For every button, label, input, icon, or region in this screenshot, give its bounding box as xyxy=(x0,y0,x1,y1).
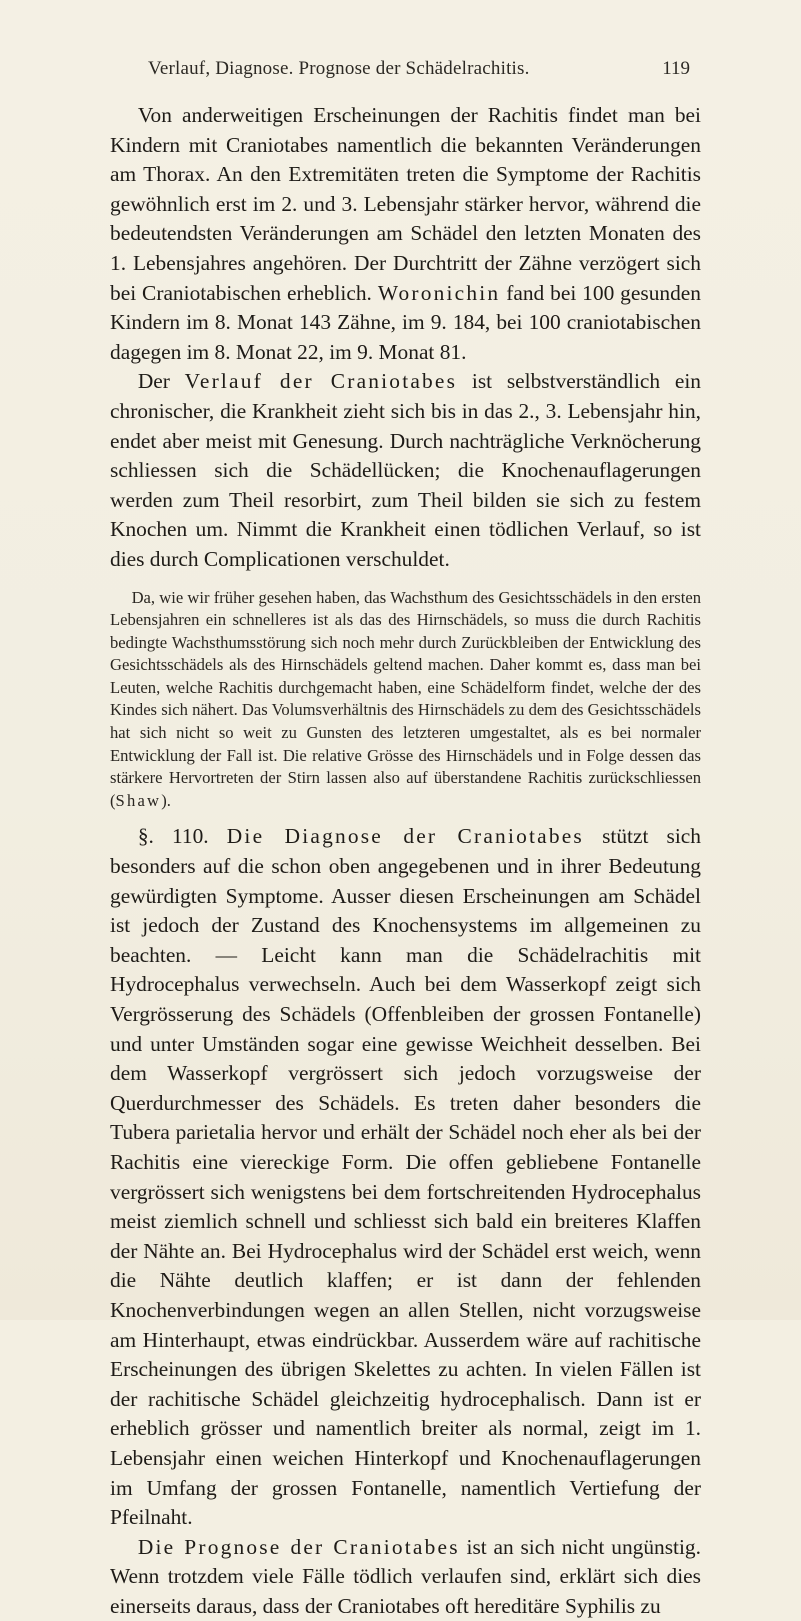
note-close: ). xyxy=(161,790,171,810)
paragraph-lead: Der xyxy=(137,369,185,394)
paragraph-text: ist an sich nicht ungünstig. Wenn trotzdem viele Fälle tödlich verlaufen sind, erklärt sich dies einerseits daraus, dass der Craniotabes oft hereditäre Syphilis zu xyxy=(110,1534,701,1618)
paragraph-diagnosis xyxy=(110,822,701,1532)
note-text: Da, wie wir früher gesehen haben, das Wachsthum des Gesichtsschädels in den ersten Lebensjahren ein schnelleres ist als das des Hirnschädels, so muss die durch Rachitis bedingte Wachsthumsstörung sich noch mehr durch Zurückbleiben der Entwicklung des Gesichtsschädels als des Hirnschädels geltend machen. Daher kommt es, dass man bei Leuten, welche Rachitis durchgemacht haben, eine Schädelform findet, welche der des Kindes sich nähert. Das Volumsverhältnis des Hirnschädels zu dem des Gesichtsschädels hat sich nicht so weit zu Gunsten des letzteren umgestaltet, als es bei normaler Entwicklung der Fall ist. Die relative Grösse des Hirnschädels und in Folge dessen das stärkere Hervortreten der Stirn lassen also auf überstandene Rachitis zurückschliessen ( xyxy=(110,587,701,810)
note-author: Shaw xyxy=(115,790,162,810)
paragraph-text: stützt sich besonders auf die schon oben angegebenen und in ihrer Bedeutung gewürdigten Symptome. Ausser diesen Erscheinungen am Schädel ist jedoch der Zustand des Knochensystems im allgemeinen zu beachten. — Leicht kann man die Schädelrachitis mit Hydrocephalus verwechseln. Auch bei dem Wasserkopf zeigt sich Vergrösserung des Schädels (Offenbleiben der grossen Fontanelle) und unter Umständen sogar eine gewisse Weichheit desselben. Bei dem Wasserkopf vergrössert sich jedoch vorzugsweise der Querdurchmesser des Schädels. Es treten daher besonders die Tubera parietalia hervor und erhält der Schädel noch eher als bei der Rachitis eine viereckige Form. Die offen gebliebene Fontanelle vergrössert sich wenigstens bei dem fortschreitenden Hydrocephalus meist ziemlich schnell und schliesst sich bald ein breiteres Klaffen der Nähte an. Bei Hydrocephalus wird der Schädel erst weich, wenn die Nähte deutlich klaffen; er ist dann der fehlenden Knochenverbindungen wegen an allen Stellen, nicht vorzugsweise am Hinterhaupt, etwas eindrückbar. Ausserdem wäre auf rachitische Erscheinungen des übrigen Skelettes zu achten. In vielen Fällen ist der rachitische Schädel gleichzeitig hydrocephalisch. Dann ist er erheblich grösser und namentlich breiter als normal, zeigt im 1. Lebensjahr einen weichen Hinterkopf und Knochenauflagerungen im Umfang der grossen Fontanelle, namentlich Vertiefung der Pfeilnaht. xyxy=(110,824,701,1530)
course-term: Verlauf der Craniotabes xyxy=(184,369,458,394)
page-number: 119 xyxy=(662,58,690,79)
diagnosis-term: Die Diagnose der Craniotabes xyxy=(226,824,584,849)
body-text xyxy=(110,101,701,1621)
running-title: Verlauf, Diagnose. Prognose der Schädelrachitis. xyxy=(148,58,530,79)
author-name: Woronichin xyxy=(377,280,501,305)
small-print-note xyxy=(110,587,701,813)
paragraph-prognosis xyxy=(110,1533,701,1621)
paragraph-text: ist selbstverständlich ein chronischer, die Krankheit zieht sich bis in das 2., 3. Lebensjahr hin, endet aber meist mit Genesung. Durch nachträgliche Verknöcherung schliessen sich die Schädellücken; die Knochenauflagerungen werden zum Theil resorbirt, zum Theil bilden sie sich zu festem Knochen um. Nimmt die Krankheit einen tödlichen Verlauf, so ist dies durch Complicationen verschuldet. xyxy=(110,369,701,571)
paragraph-text-continued: fand bei 100 gesunden Kindern im 8. Monat 143 Zähne, im 9. 184, bei 100 craniotabischen dagegen im 8. Monat 22, im 9. Monat 81. xyxy=(110,280,701,364)
page-header xyxy=(110,58,700,88)
paragraph-course xyxy=(110,367,701,574)
prognosis-term: Die Prognose der Craniotabes xyxy=(137,1534,460,1559)
paragraph-dentition xyxy=(110,101,701,367)
section-number: §. 110. xyxy=(137,824,209,849)
paragraph-text: Von anderweitigen Erscheinungen der Rachitis findet man bei Kindern mit Craniotabes namentlich die bekannten Veränderungen am Thorax. An den Extremitäten treten die Symptome der Rachitis gewöhnlich erst im 2. und 3. Lebensjahr stärker hervor, während die bedeutendsten Veränderungen am Schädel den letzten Monaten des 1. Lebensjahres angehören. Der Durchtritt der Zähne verzögert sich bei Craniotabischen erheblich. xyxy=(110,103,701,305)
